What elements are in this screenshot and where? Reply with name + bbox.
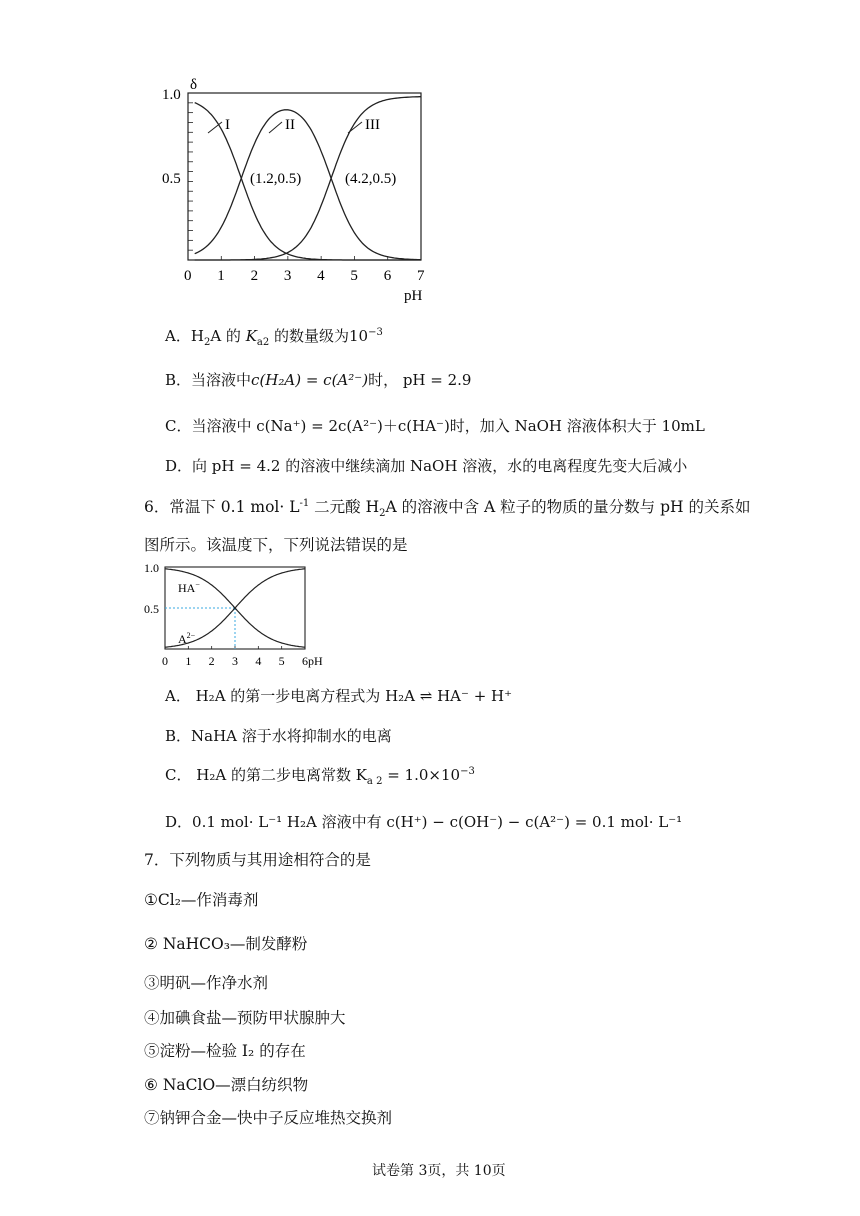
curve-III-label: III xyxy=(365,117,380,133)
graph1-x-label: pH xyxy=(404,288,423,304)
q7-item-4: ④加碘食盐—预防甲状腺肿大 xyxy=(144,1009,346,1027)
q5-option-a: A．$H_2A$ 的 $K_{a2}$ 的数量级为$10^{-3}$ xyxy=(165,327,383,348)
graph2-x-tick-label: 3 xyxy=(232,654,238,668)
graph2-y-tick-1.0: 1.0 xyxy=(144,561,159,575)
graph1-x-tick-label: 4 xyxy=(317,268,325,284)
curve-I-label: I xyxy=(225,117,230,133)
q7-item-6: ⑥ NaClO—漂白纺织物 xyxy=(144,1076,309,1094)
q5-option-c: C．当溶液中 c(Na⁺) = 2c(A²⁻)＋c(HA⁻)时，加入 NaOH 溶液体积大于 10mL xyxy=(165,417,705,435)
graph1-x-tick-label: 2 xyxy=(250,268,259,284)
graph1-y-tick-1.0: 1.0 xyxy=(162,87,181,103)
graph1-y-tick-0.5: 0.5 xyxy=(162,171,181,187)
q7-item-1: ①Cl₂—作消毒剂 xyxy=(144,891,259,909)
q6-option-a: A． H₂A 的第一步电离方程式为 H₂A ⇌ HA⁻ + H⁺ xyxy=(165,687,513,705)
q5-option-b: B．当溶液中c(H₂A) = c(A²⁻)时， pH = 2.9 xyxy=(165,371,472,389)
graph2-x-tick-label: 2 xyxy=(208,654,215,668)
distribution-graph-2 xyxy=(140,560,340,672)
graph2-x-tick-label: 1 xyxy=(185,654,192,668)
graph1-x-tick-label: 5 xyxy=(350,268,358,284)
point-label-1: (1.2,0.5) xyxy=(250,171,302,187)
q7-item-7: ⑦钠钾合金—快中子反应堆热交换剂 xyxy=(144,1109,393,1127)
q6-option-b: B．NaHA 溶于水将抑制水的电离 xyxy=(165,727,392,745)
a2-label: $A^{2-}$ xyxy=(178,631,196,646)
distribution-graph-1 xyxy=(150,75,440,310)
q7-item-2: ② NaHCO₃—制发酵粉 xyxy=(144,935,308,953)
graph1-x-tick-label: 3 xyxy=(283,268,292,284)
graph2-x-label: pH xyxy=(308,654,323,668)
q6-stem-line1: 6．常温下 0.1 $mol\cdot L^{-1}$ 二元酸 $H_2A$ 的溶液中含 A 粒子的物质的量分数与 pH 的关系如 xyxy=(144,497,751,520)
graph2-y-tick-0.5: 0.5 xyxy=(144,602,159,616)
curve-II-label: II xyxy=(285,117,295,133)
graph1-y-label: δ xyxy=(190,77,198,93)
graph1-x-tick-label: 0 xyxy=(184,268,192,284)
q7-stem: 7．下列物质与其用途相符合的是 xyxy=(144,851,371,869)
graph1-x-tick-label: 7 xyxy=(417,268,425,284)
q5-option-d: D．向 pH = 4.2 的溶液中继续滴加 NaOH 溶液，水的电离程度先变大后减小 xyxy=(165,457,688,475)
q6-option-c: C． H₂A 的第二步电离常数 $K_{a 2} = 1.0\times 10^{-3}$ xyxy=(165,766,475,787)
q6-stem-line2: 图所示。该温度下，下列说法错误的是 xyxy=(144,536,408,554)
ha-label: HA− xyxy=(178,580,200,595)
graph2-x-tick-label: 6 xyxy=(302,654,308,668)
q6-option-d: D．0.1 mol· L⁻¹ H₂A 溶液中有 c(H⁺) − c(OH⁻) − c(A²⁻) = 0.1 mol· L⁻¹ xyxy=(165,813,683,831)
graph1-x-tick-label: 1 xyxy=(217,268,225,284)
q7-item-3: ③明矾—作净水剂 xyxy=(144,974,269,992)
graph1-x-tick-label: 6 xyxy=(383,268,392,284)
q7-item-5: ⑤淀粉—检验 I₂ 的存在 xyxy=(144,1042,306,1060)
graph2-x-tick-label: 4 xyxy=(255,654,262,668)
label-II-leader xyxy=(269,122,282,133)
graph2-x-tick-label: 0 xyxy=(162,654,168,668)
page-footer: 试卷第 3页，共 10页 xyxy=(372,1163,506,1179)
point-label-2: (4.2,0.5) xyxy=(345,171,397,187)
graph2-x-tick-label: 5 xyxy=(278,654,285,668)
